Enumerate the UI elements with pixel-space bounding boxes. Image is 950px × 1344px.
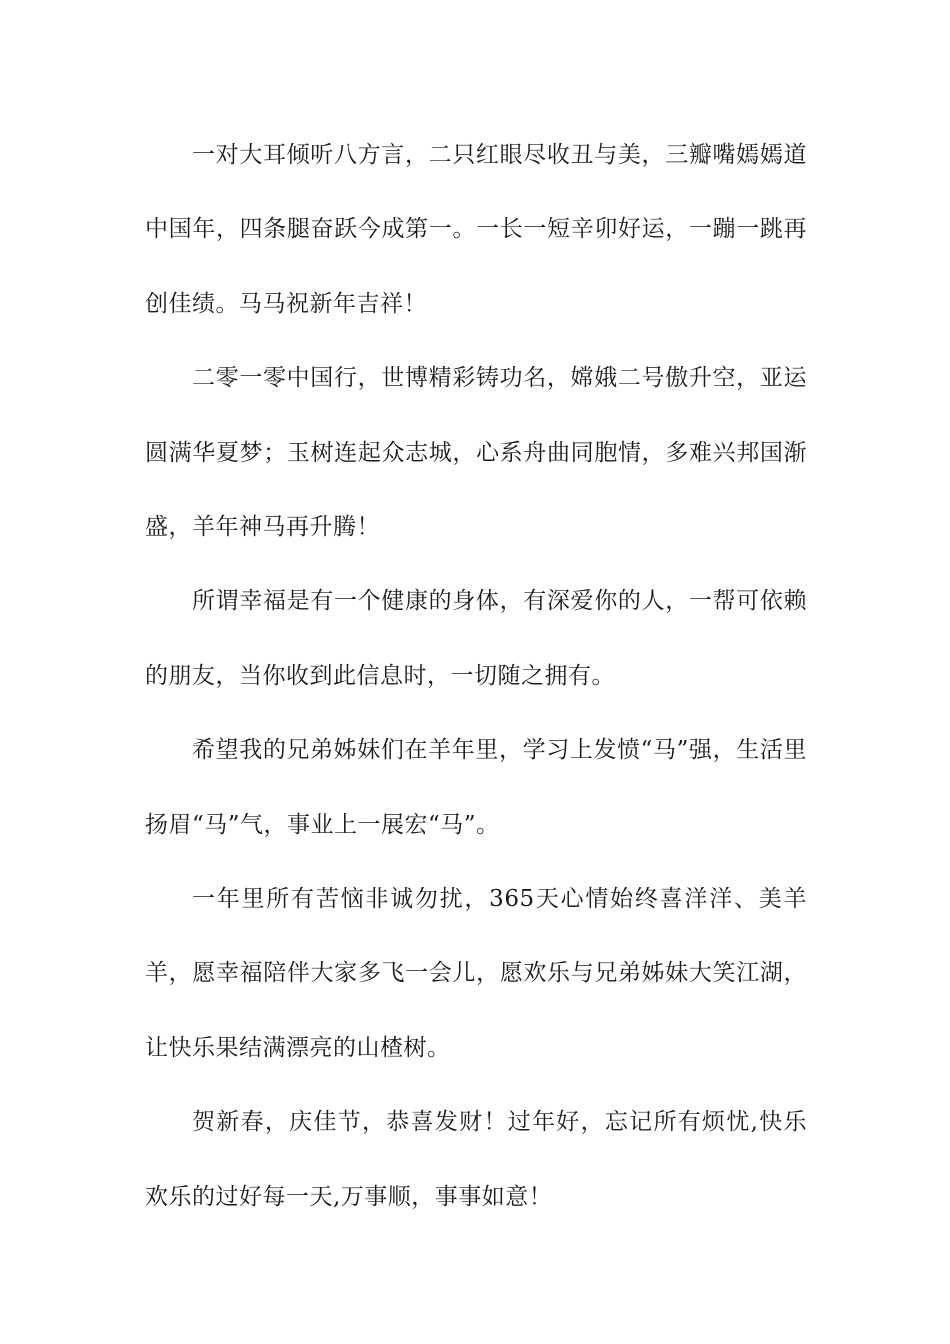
paragraph-5: 一年里所有苦恼非诚勿扰，365天心情始终喜洋洋、美羊羊，愿幸福陪伴大家多飞一会儿，愿欢乐与兄弟姊妹大笑江湖，让快乐果结满漂亮的山楂树。: [145, 886, 807, 1061]
paragraph-3: 所谓幸福是有一个健康的身体，有深爱你的人，一帮可依赖的朋友，当你收到此信息时，一切随之拥有。: [145, 588, 807, 689]
paragraph-2: 二零一零中国行，世博精彩铸功名，嫦娥二号傲升空，亚运圆满华夏梦；玉树连起众志城，心系舟曲同胞情，多难兴邦国渐盛，羊年神马再升腾！: [145, 365, 807, 541]
paragraph-1: 一对大耳倾听八方言，二只红眼尽收丑与美，三瓣嘴嫣嫣道中国年，四条腿奋跃今成第一。一长一短辛卯好运，一蹦一跳再创佳绩。马马祝新年吉祥！: [145, 142, 807, 317]
paragraph-6: 贺新春，庆佳节，恭喜发财！过年好，忘记所有烦忧,快乐欢乐的过好每一天,万事顺，事事如意！: [145, 1109, 807, 1210]
paragraph-4: 希望我的兄弟姊妹们在羊年里，学习上发愤“马”强，生活里扬眉“马”气，事业上一展宏“马”。: [145, 737, 807, 838]
document-body: [145, 118, 807, 1234]
